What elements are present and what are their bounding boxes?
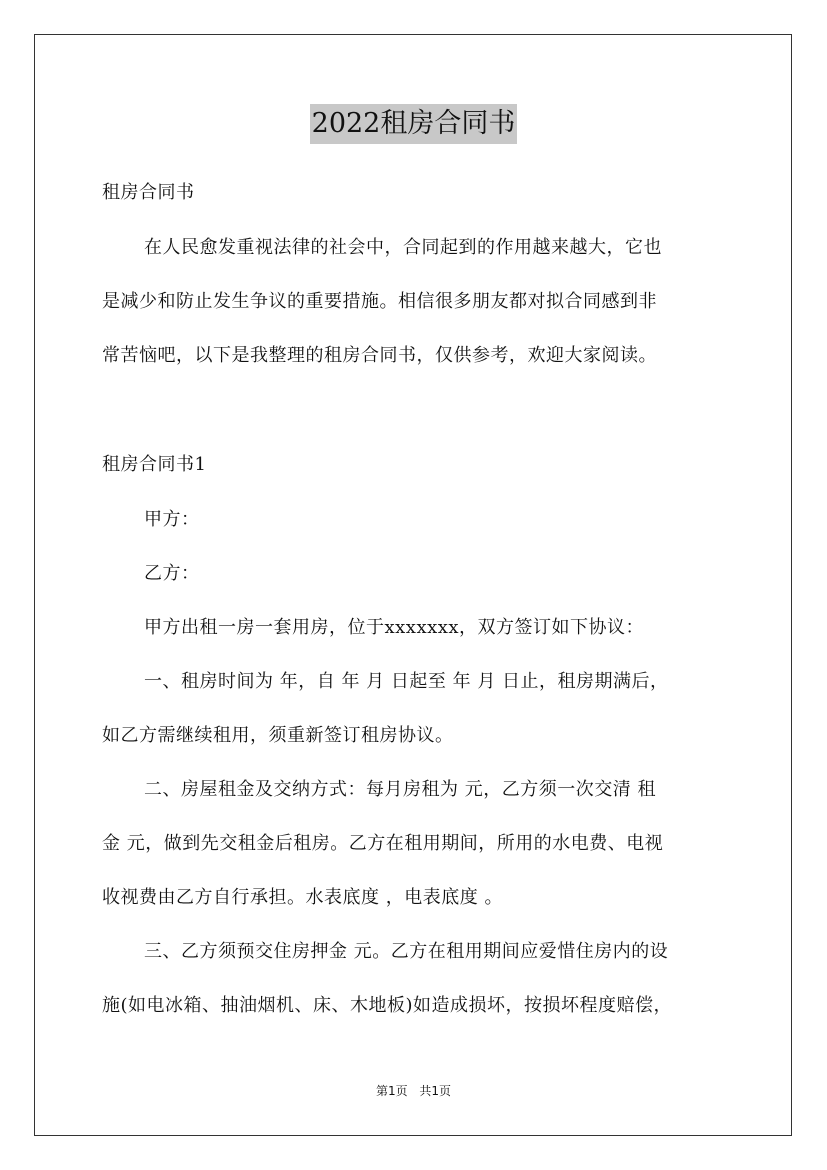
document-title — [0, 102, 827, 144]
lease-intro-line: 甲方出租一房一套用房，位于xxxxxxx，双方签订如下协议： — [144, 617, 645, 638]
clause-2-line-3: 收视费由乙方自行承担。水表底度 ，电表底度 。 — [102, 887, 503, 908]
contract-heading: 租房合同书1 — [102, 454, 207, 475]
page-total: 共1页 — [419, 1084, 452, 1098]
party-a-line: 甲方： — [144, 509, 200, 530]
page-number: 第1页 — [375, 1084, 408, 1098]
intro-line-2: 是减少和防止发生争议的重要措施。相信很多朋友都对拟合同感到非 — [102, 291, 657, 312]
clause-1-line-1: 一、租房时间为 年，自 年 月 日起至 年 月 日止，租房期满后， — [144, 671, 669, 692]
clause-1-line-2: 如乙方需继续租用，须重新签订租房协议。 — [102, 725, 454, 746]
intro-line-3: 常苦恼吧，以下是我整理的租房合同书，仅供参考，欢迎大家阅读。 — [102, 345, 657, 366]
clause-2-line-1: 二、房屋租金及交纳方式：每月房租为 元，乙方须一次交清 租 — [144, 779, 656, 800]
intro-line-1: 在人民愈发重视法律的社会中，合同起到的作用越来越大，它也 — [144, 237, 662, 258]
party-b-line: 乙方： — [144, 563, 200, 584]
clause-2-line-2: 金 元，做到先交租金后租房。乙方在租用期间，所用的水电费、电视 — [102, 833, 664, 854]
document-title-text: 2022租房合同书 — [310, 104, 518, 144]
clause-3-line-2: 施(如电冰箱、抽油烟机、床、木地板)如造成损坏，按损坏程度赔偿， — [102, 995, 673, 1016]
page-footer — [0, 1083, 827, 1099]
section-heading: 租房合同书 — [102, 182, 195, 203]
clause-3-line-1: 三、乙方须预交住房押金 元。乙方在租用期间应爱惜住房内的设 — [144, 941, 669, 962]
